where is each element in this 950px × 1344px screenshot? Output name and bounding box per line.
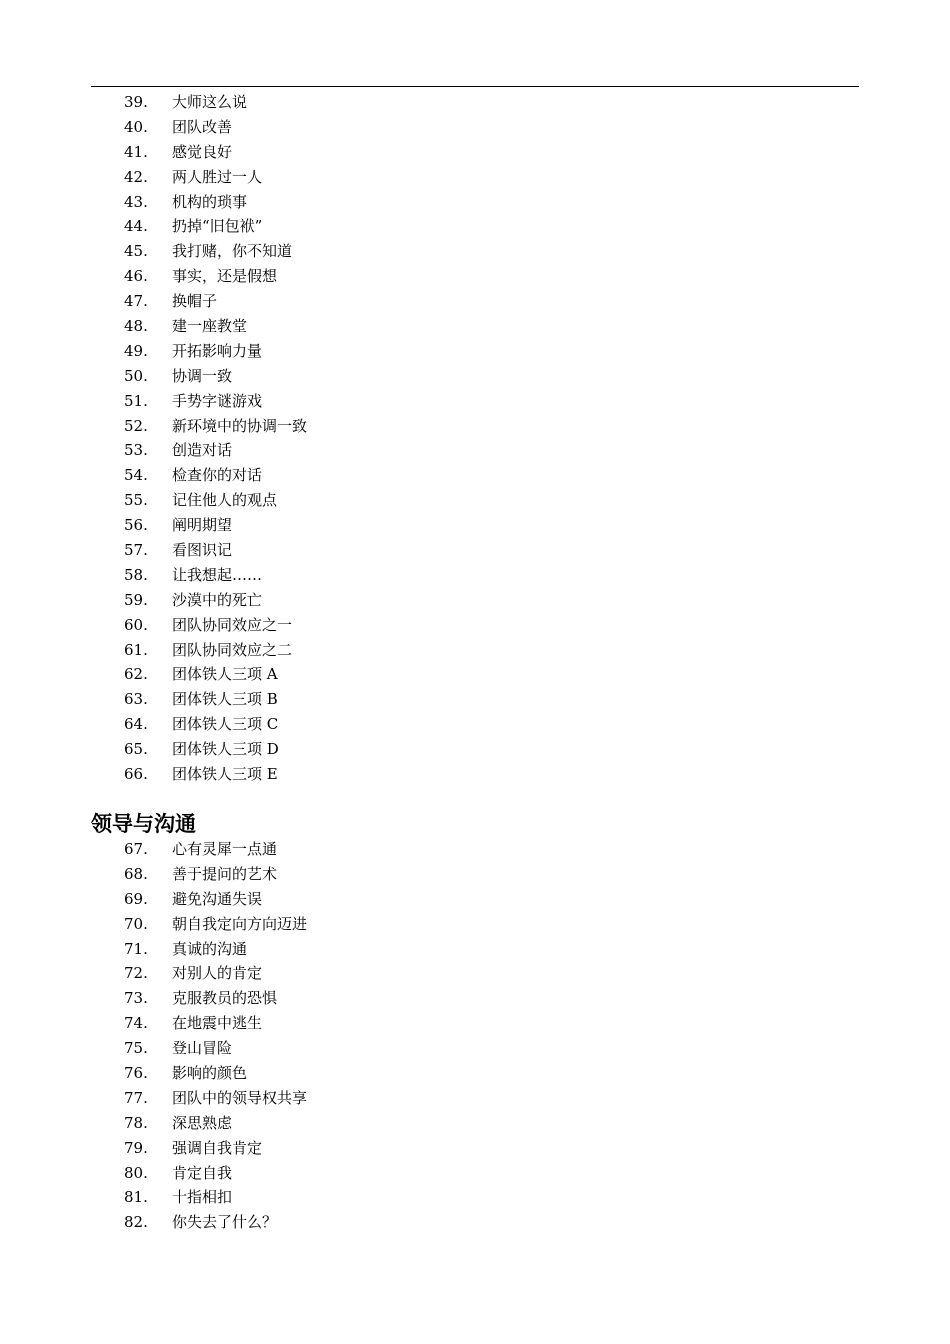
item-label: 团体铁人三项 C xyxy=(172,715,279,734)
item-label: 事实，还是假想 xyxy=(172,267,278,286)
item-number: 80. xyxy=(124,1163,148,1182)
item-number: 48. xyxy=(124,317,148,336)
item-label: 团队协同效应之二 xyxy=(172,640,293,659)
item-number: 73. xyxy=(124,989,148,1008)
item-number: 57. xyxy=(124,541,148,560)
item-label: 团体铁人三项 D xyxy=(172,740,279,759)
item-label: 团队中的领导权共享 xyxy=(172,1088,308,1107)
item-label: 团体铁人三项 A xyxy=(172,665,278,684)
item-number: 39. xyxy=(124,93,148,111)
item-label: 开拓影响力量 xyxy=(172,341,263,360)
item-number: 68. xyxy=(124,864,148,883)
item-number: 43. xyxy=(124,192,148,211)
item-label: 克服教员的恐惧 xyxy=(172,989,278,1008)
item-number: 60. xyxy=(124,615,148,634)
item-label: 大师这么说 xyxy=(172,93,248,111)
item-number: 41. xyxy=(124,142,148,161)
item-number: 52. xyxy=(124,416,148,435)
item-number: 49. xyxy=(124,341,148,360)
item-label: 登山冒险 xyxy=(172,1039,233,1058)
item-label: 记住他人的观点 xyxy=(172,491,278,510)
item-number: 61. xyxy=(124,640,148,659)
item-label: 肯定自我 xyxy=(172,1163,233,1182)
item-label: 团队协同效应之一 xyxy=(172,615,293,634)
item-label: 团队改善 xyxy=(172,117,233,136)
item-number: 59. xyxy=(124,590,148,609)
item-label: 影响的颜色 xyxy=(172,1064,248,1083)
item-number: 62. xyxy=(124,665,148,684)
item-label: 让我想起…… xyxy=(172,565,263,584)
item-number: 45. xyxy=(124,242,148,261)
item-number: 63. xyxy=(124,690,148,709)
item-label: 团体铁人三项 E xyxy=(172,765,278,784)
item-label: 手势字谜游戏 xyxy=(172,391,263,410)
item-number: 78. xyxy=(124,1113,148,1132)
item-number: 50. xyxy=(124,366,148,385)
item-label: 十指相扣 xyxy=(172,1188,233,1207)
item-number: 67. xyxy=(124,840,148,858)
item-number: 71. xyxy=(124,939,148,958)
item-label: 换帽子 xyxy=(172,292,218,311)
item-number: 77. xyxy=(124,1088,148,1107)
item-label: 机构的琐事 xyxy=(172,192,248,211)
item-label: 善于提问的艺术 xyxy=(172,864,278,883)
item-label: 在地震中逃生 xyxy=(172,1014,263,1033)
item-label: 深思熟虑 xyxy=(172,1113,233,1132)
item-number: 40. xyxy=(124,117,148,136)
section-heading: 领导与沟通 xyxy=(91,812,196,836)
item-label: 两人胜过一人 xyxy=(172,167,263,186)
item-label: 感觉良好 xyxy=(172,142,233,161)
item-label: 阐明期望 xyxy=(172,516,233,535)
item-number: 46. xyxy=(124,267,148,286)
item-label: 强调自我肯定 xyxy=(172,1138,263,1157)
item-number: 75. xyxy=(124,1039,148,1058)
item-label: 我打赌，你不知道 xyxy=(172,242,293,261)
item-label: 扔掉“旧包袱” xyxy=(172,217,263,236)
item-number: 74. xyxy=(124,1014,148,1033)
item-label: 真诚的沟通 xyxy=(172,939,248,958)
item-number: 70. xyxy=(124,914,148,933)
item-label: 团体铁人三项 B xyxy=(172,690,278,709)
item-label: 朝自我定向方向迈进 xyxy=(172,914,308,933)
header-rule xyxy=(91,86,859,87)
item-number: 42. xyxy=(124,167,148,186)
item-number: 53. xyxy=(124,441,148,460)
item-label: 建一座教堂 xyxy=(172,317,248,336)
item-label: 新环境中的协调一致 xyxy=(172,416,308,435)
item-number: 72. xyxy=(124,964,148,983)
item-label: 沙漠中的死亡 xyxy=(172,590,263,609)
item-number: 79. xyxy=(124,1138,148,1157)
item-number: 64. xyxy=(124,715,148,734)
item-number: 47. xyxy=(124,292,148,311)
item-number: 55. xyxy=(124,491,148,510)
item-label: 对别人的肯定 xyxy=(172,964,263,983)
item-number: 58. xyxy=(124,565,148,584)
item-label: 心有灵犀一点通 xyxy=(172,840,278,858)
item-number: 44. xyxy=(124,217,148,236)
item-label: 检查你的对话 xyxy=(172,466,263,485)
item-number: 82. xyxy=(124,1213,148,1232)
item-number: 65. xyxy=(124,740,148,759)
item-label: 看图识记 xyxy=(172,541,233,560)
item-number: 81. xyxy=(124,1188,148,1207)
item-number: 51. xyxy=(124,391,148,410)
item-label: 创造对话 xyxy=(172,441,233,460)
item-number: 69. xyxy=(124,889,148,908)
item-label: 你失去了什么？ xyxy=(172,1213,278,1232)
item-number: 54. xyxy=(124,466,148,485)
item-label: 协调一致 xyxy=(172,366,233,385)
item-number: 56. xyxy=(124,516,148,535)
item-label: 避免沟通失误 xyxy=(172,889,263,908)
item-number: 66. xyxy=(124,765,148,784)
item-number: 76. xyxy=(124,1064,148,1083)
